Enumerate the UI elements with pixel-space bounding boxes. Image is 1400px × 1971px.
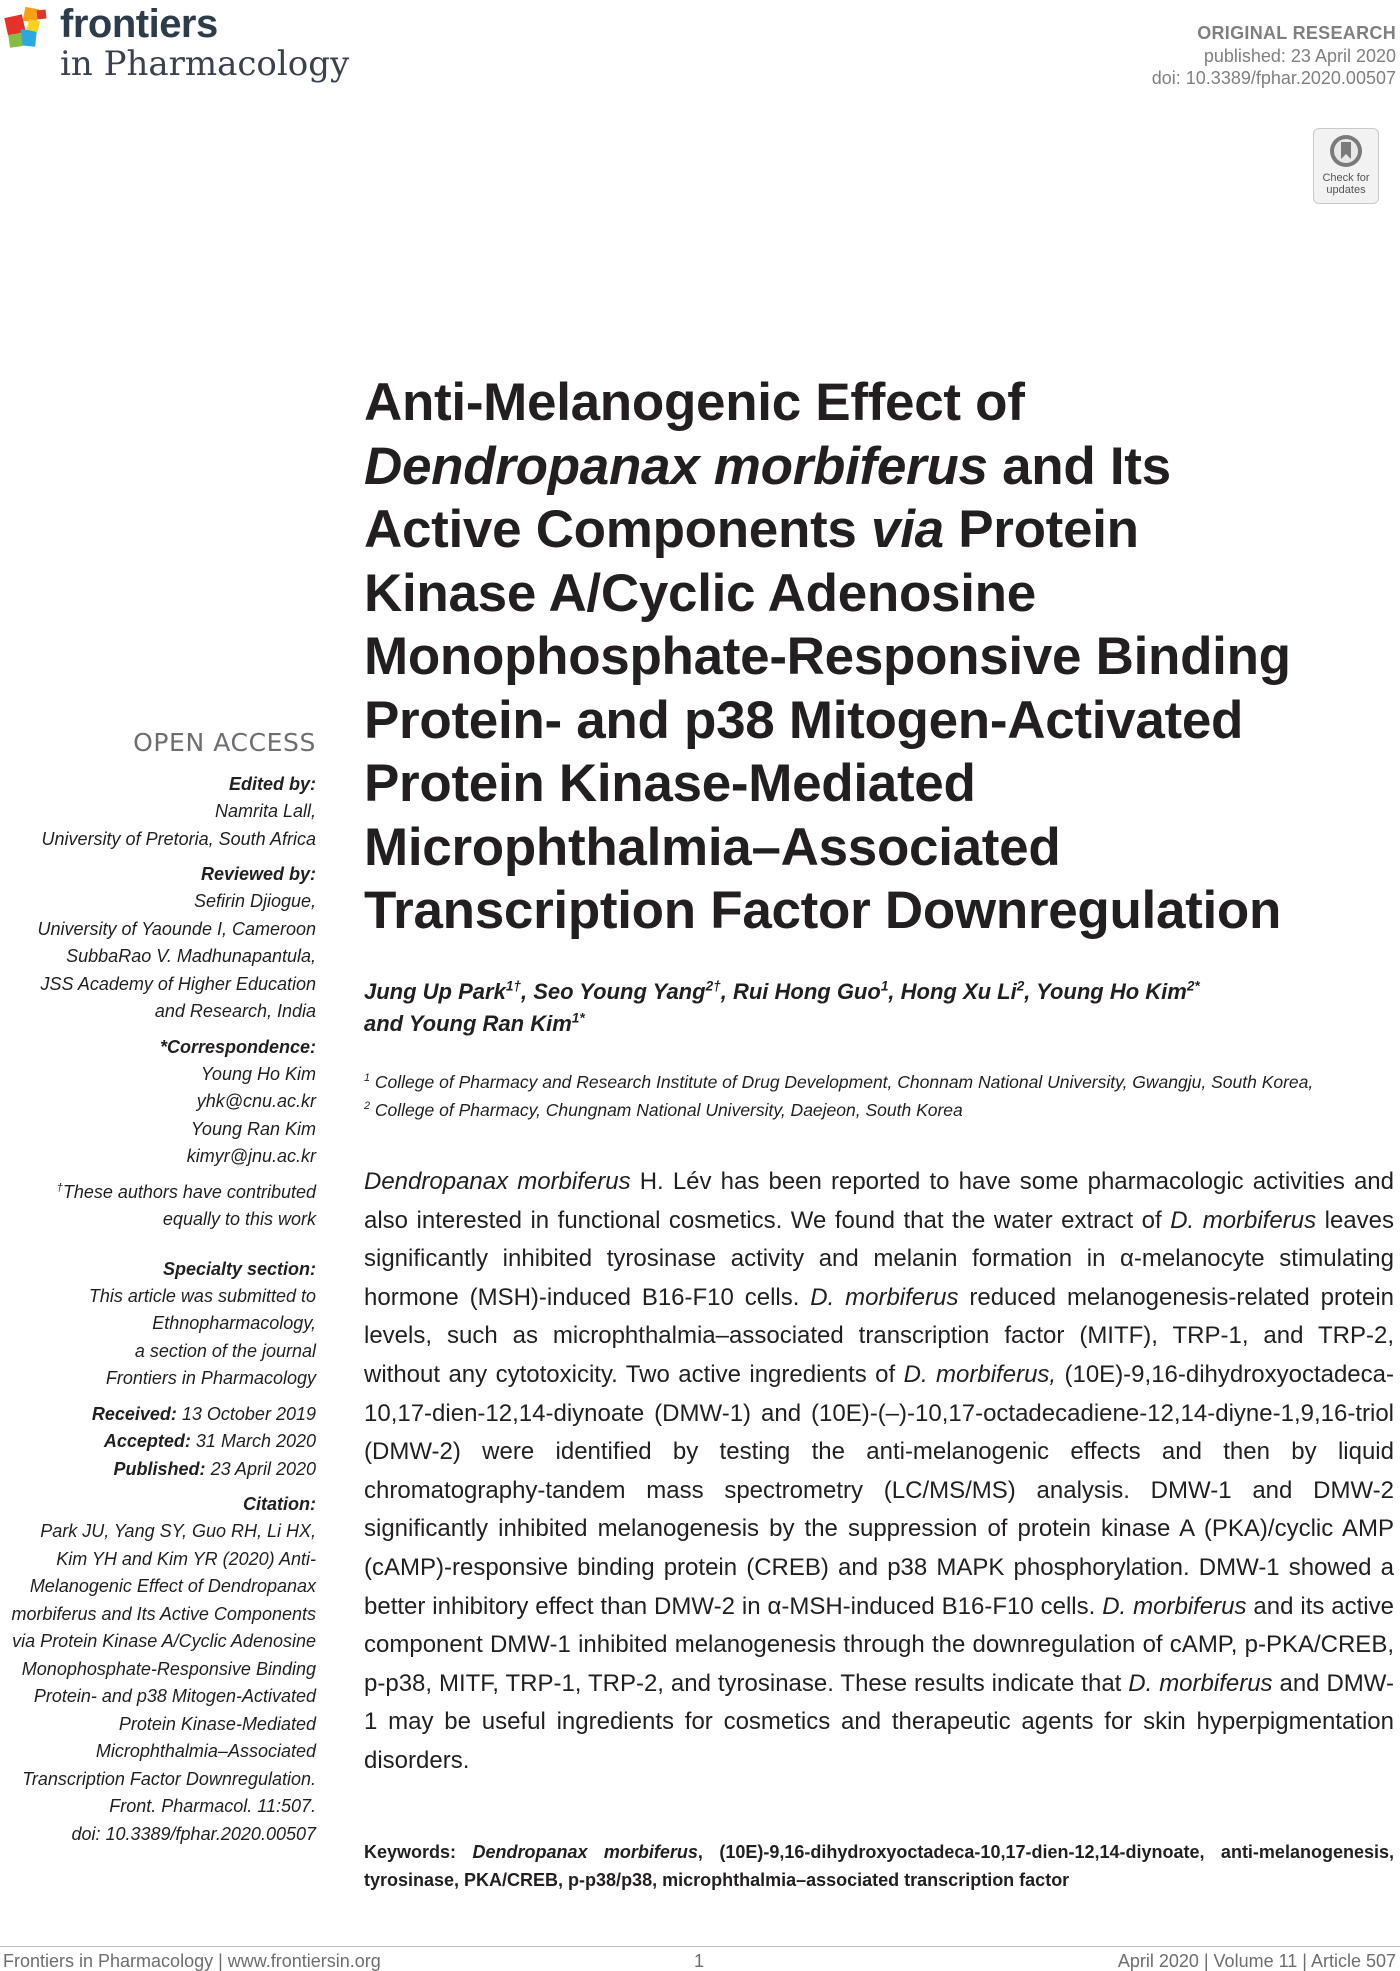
article-title: Anti-Melanogenic Effect of Dendropanax morbiferus and Its Active Components via Protein Kinase A/Cyclic Adenosine Monophosphate-Responsive Binding Protein- and p38 Mitogen-Activated Protein Kinase-Mediated Microphthalmia–Associated Transcription Factor Downregulation: [364, 373, 1291, 940]
specialty-section-label: Specialty section:: [162, 1258, 316, 1279]
author-list: Jung Up Park$^{1\dagger}$, Seo Young Yang$^{2\dagger}$, Rui Hong Guo$^1$, Hong Xu Li$^2$, Young Ho Kim$^{2*}$ and Young Ran Kim$^{1*}$: [364, 978, 1200, 1036]
author-name[interactable]: Young Ho Kim: [1036, 979, 1187, 1004]
author-affiliation-mark: 2†: [705, 978, 721, 994]
citation-line: Park JU, Yang SY, Guo RH, Li HX,: [40, 1521, 316, 1541]
page-number: 1: [694, 1951, 705, 1971]
footer-issue-info: April 2020 | Volume 11 | Article 507: [1117, 1951, 1396, 1971]
citation-line: morbiferus and Its Active Components: [11, 1603, 316, 1624]
reviewed-by-label: Reviewed by:: [200, 864, 316, 884]
published-date: published: 23 April 2020: [1203, 46, 1396, 66]
citation-line: Melanogenic Effect of Dendropanax: [29, 1576, 316, 1596]
specialty-line: This article was submitted to: [88, 1285, 316, 1306]
author-affiliation-mark: 2: [1016, 978, 1025, 994]
reviewer-line: SubbaRao V. Madhunapantula,: [66, 946, 316, 966]
citation-doi[interactable]: doi: 10.3389/fphar.2020.00507: [71, 1823, 316, 1844]
citation-line: Microphthalmia–Associated: [95, 1741, 316, 1761]
author-name[interactable]: Jung Up Park: [364, 979, 506, 1004]
affiliation-item: $^2$ College of Pharmacy, Chungnam National University, Daejeon, South Korea: [364, 1100, 963, 1120]
received-date: Received: 13 October 2019: [91, 1403, 316, 1424]
editor-affiliation: University of Pretoria, South Africa: [41, 828, 316, 849]
open-access-label: OPEN ACCESS: [133, 728, 316, 757]
reviewer-line: and Research, India: [154, 1001, 316, 1021]
reviewer-line: University of Yaounde I, Cameroon: [37, 918, 316, 939]
reviewer-line: JSS Academy of Higher Education: [40, 973, 316, 994]
correspondent-name: Young Ran Kim: [190, 1118, 316, 1139]
logo-journal-name: in Pharmacology: [60, 44, 350, 84]
footer-divider: [0, 1946, 1400, 1947]
keywords: Keywords: Dendropanax morbiferus, (10E)-9,16-dihydroxyoctadeca-10,17-dien-12,14-diynoate, anti-melanogenesis, tyrosinase, PKA/CREB, p-p38/p38, microphthalmia–associated transcription factor: [364, 1842, 1394, 1890]
equal-contribution-note: equally to this work: [162, 1209, 316, 1229]
specialty-line: Ethnopharmacology,: [152, 1313, 316, 1333]
author-affiliation-mark: 1*: [571, 1010, 585, 1026]
specialty-line: a section of the journal: [134, 1340, 316, 1361]
reviewer-line: Sefirin Djiogue,: [193, 891, 316, 911]
author-name[interactable]: Rui Hong Guo: [732, 979, 881, 1004]
logo-wordmark: frontiers: [60, 2, 218, 46]
correspondence-label: *Correspondence:: [159, 1036, 316, 1057]
author-name[interactable]: Seo Young Yang: [533, 979, 706, 1004]
footer-journal-link[interactable]: Frontiers in Pharmacology | www.frontiersin.org: [3, 1951, 381, 1971]
citation-line: Kim YH and Kim YR (2020) Anti-: [56, 1548, 316, 1569]
author-affiliation-mark: 2*: [1186, 978, 1200, 994]
article-sidebar: [0, 728, 316, 1848]
specialty-line: Frontiers in Pharmacology: [105, 1368, 316, 1388]
correspondent-name: Young Ho Kim: [200, 1063, 316, 1084]
author-name[interactable]: and Young Ran Kim: [364, 1011, 572, 1036]
check-updates-label: Check for updates: [1322, 172, 1370, 196]
citation-line: Protein Kinase-Mediated: [118, 1713, 316, 1734]
affiliation-list: [364, 1068, 1394, 1124]
citation-line: Transcription Factor Downregulation.: [22, 1768, 316, 1789]
citation-line: Front. Pharmacol. 11:507.: [109, 1796, 316, 1816]
correspondent-email[interactable]: yhk@cnu.ac.kr: [196, 1091, 316, 1111]
citation-label: Citation:: [243, 1494, 316, 1514]
article-type: ORIGINAL RESEARCH: [1197, 23, 1396, 43]
bookmark-ribbon-icon: [1328, 133, 1364, 169]
frontiers-logo-icon: [4, 4, 56, 56]
author-affiliation-mark: 1†: [505, 978, 521, 994]
keywords-label: Keywords:: [364, 1842, 457, 1862]
editor-name: Namrita Lall,: [214, 801, 316, 821]
journal-logo[interactable]: [4, 4, 364, 96]
equal-contribution-note: †These authors have contributed: [56, 1181, 316, 1202]
citation-line: via Protein Kinase A/Cyclic Adenosine: [12, 1631, 316, 1651]
affiliation-item: $^1$ College of Pharmacy and Research Institute of Drug Development, Chonnam National University, Gwangju, South Korea,: [364, 1072, 1314, 1092]
doi-link[interactable]: doi: 10.3389/fphar.2020.00507: [1151, 68, 1396, 88]
citation-line: Monophosphate-Responsive Binding: [21, 1658, 316, 1679]
published-date-sidebar: Published: 23 April 2020: [113, 1458, 316, 1479]
author-affiliation-mark: 1: [880, 978, 889, 994]
author-name[interactable]: Hong Xu Li: [900, 979, 1017, 1004]
accepted-date: Accepted: 31 March 2020: [103, 1431, 316, 1451]
abstract: Dendropanax morbiferus H. Lév has been reported to have some pharmacologic activities and also interested in functional cosmetics. We found that the water extract of D. morbiferus leaves significantly inhibited tyrosinase activity and melanin formation in α-melanocyte stimulating hormone (MSH)-induced B16-F10 cells. D. morbiferus reduced melanogenesis-related protein levels, such as microphthalmia–associated transcription factor (MITF), TRP-1, and TRP-2, without any cytotoxicity. Two active ingredients of D. morbiferus, (10E)-9,16-dihydroxyoctadeca-10,17-dien-12,14-diynoate (DMW-1) and (10E)-(–)-10,17-octadecadiene-12,14-diyne-1,9,16-triol (DMW-2) were identified by testing the anti-melanogenic effects and then by liquid chromatography-tandem mass spectrometry (LC/MS/MS) analysis. DMW-1 and DMW-2 significantly inhibited melanogenesis by the suppression of protein kinase A (PKA)/cyclic AMP (cAMP)-responsive binding protein (CREB) and p38 MAPK phosphorylation. DMW-1 showed a better inhibitory effect than DMW-2 in α-MSH-induced B16-F10 cells. D. morbiferus and its active component DMW-1 inhibited melanogenesis through the downregulation of cAMP, p-PKA/CREB, p-p38, MITF, TRP-1, TRP-2, and tyrosinase. These results indicate that D. morbiferus and DMW-1 may be useful ingredients for cosmetics and therapeutic agents for skin hyperpigmentation disorders.: [364, 1168, 1394, 1774]
edited-by-label: Edited by:: [228, 774, 316, 794]
check-for-updates-button[interactable]: [1313, 128, 1379, 204]
correspondent-email[interactable]: kimyr@jnu.ac.kr: [186, 1146, 316, 1166]
dagger-mark: †: [56, 1181, 63, 1194]
citation-line: Protein- and p38 Mitogen-Activated: [33, 1686, 316, 1706]
